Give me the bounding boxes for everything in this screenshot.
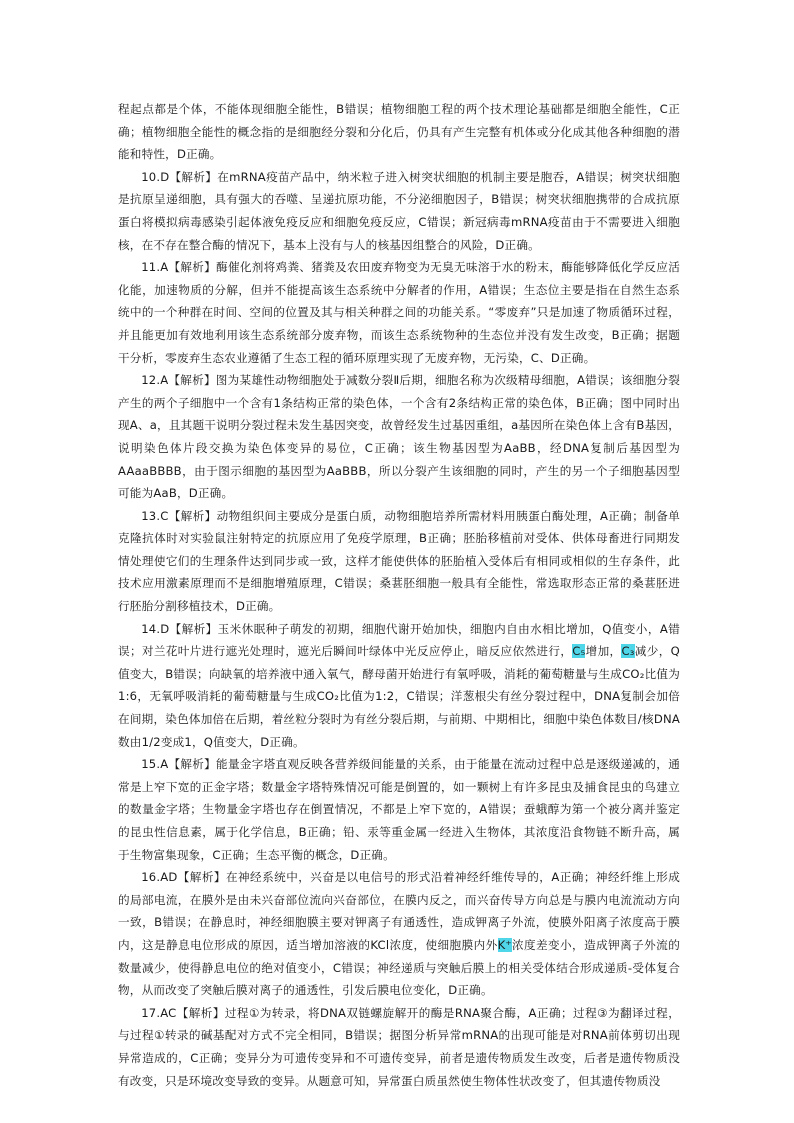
answer-16 [118, 866, 680, 1002]
answer-14-part-3: 减少，Q值变大，B错误；向缺氧的培养液中通入氧气，酵母菌开始进行有氧呼吸，消耗的葡萄糖量与生成CO₂比值为1:6，无氧呼吸消耗的葡萄糖量与生成CO₂比值为1:2，C错误；洋葱根尖有丝分裂过程中，DNA复制会加倍在间期，染色体加倍在后期，着丝粒分裂时为有丝分裂后期，与前期、中期相比，细胞中染色体数目/核DNA数由1/2变成1，Q值变大，D正确。 [118, 644, 680, 749]
answer-15: 15.A【解析】能量金字塔直观反映各营养级间能量的关系，由于能量在流动过程中总是逐级递减的，通常是上窄下宽的正金字塔；数量金字塔特殊情况可能是倒置的，如一颗树上有许多昆虫及捕食昆虫的鸟建立的数量金字塔；生物量金字塔也存在倒置情况，不都是上窄下宽的，A错误；蚕蛾醇为第一个被分离并鉴定的昆虫性信息素，属于化学信息，B正确；铅、汞等重金属一经进入生物体，其浓度沿食物链不断升高，属于生物富集现象，C正确；生态平衡的概念，D正确。 [118, 757, 680, 862]
answer-14-part-2: 增加， [585, 644, 622, 659]
highlight-k-ion: K⁺ [497, 937, 512, 952]
highlight-c5: C₅ [572, 644, 586, 659]
document-page [118, 98, 680, 1092]
answer-14-part-1: 14.D【解析】玉米休眠种子萌发的初期，细胞代谢开始加快，细胞内自由水相比增加，Q值变小，A错误；对兰花叶片进行遮光处理时，遮光后瞬间叶绿体中光反应停止，暗反应依然进行， [118, 621, 680, 659]
answer-17: 17.AC【解析】过程①为转录，将DNA双链螺旋解开的酶是RNA聚合酶，A正确；过程③为翻译过程，与过程①转录的碱基配对方式不完全相同，B错误；据图分析异常mRNA的出现可能是对RNA前体剪切出现异常造成的，C正确；变异分为可遗传变异和不可遗传变异，前者是遗传物质发生改变，后者是遗传物质没有改变，只是环境改变导致的变异。从题意可知，异常蛋白质虽然使生物体性状改变了，但其遗传物质没 [118, 1005, 680, 1088]
answer-11: 11.A【解析】酶催化剂将鸡粪、猪粪及农田废弃物变为无臭无味溶于水的粉末，酶能够降低化学反应活化能，加速物质的分解，但并不能提高该生态系统中分解者的作用，A错误；生态位主要是指在自然生态系统中的一个种群在时间、空间的位置及其与相关种群之间的功能关系。“零废弃”只是加速了物质循环过程，并且能更加有效地利用该生态系统部分废弃物，而该生态系统物种的生态位并没有发生改变，B正确；据题干分析，零废弃生态农业遵循了生态工程的循环原理实现了无废弃物，无污染，C、D正确。 [118, 260, 680, 365]
answer-16-part-1: 16.AD【解析】在神经系统中，兴奋是以电信号的形式沿着神经纤维传导的，A正确；神经纤维上形成的局部电流，在膜外是由未兴奋部位流向兴奋部位，在膜内反之，而兴奋传导方向总是与膜内电流流动方向一致，B错误；在静息时，神经细胞膜主要对钾离子有通透性，造成钾离子外流，使膜外阳离子浓度高于膜内，这是静息电位形成的原因，适当增加溶液的KCl浓度，使细胞膜内外 [118, 870, 680, 952]
highlight-c3: C₃ [621, 644, 635, 659]
answer-16-part-2: 浓度差变小，造成钾离子外流的数量减少，使得静息电位的绝对值变小，C错误；神经递质与突触后膜上的相关受体结合形成递质-受体复合物，从而改变了突触后膜对离子的通透性，引发后膜电位变化，D正确。 [118, 937, 680, 998]
answer-10: 10.D【解析】在mRNA疫苗产品中，纳米粒子进入树突状细胞的机制主要是胞吞，A错误；树突状细胞是抗原呈递细胞，具有强大的吞噬、呈递抗原功能，不分泌细胞因子，B错误；树突状细胞携带的合成抗原蛋白将模拟病毒感染引起体液免疫反应和细胞免疫反应，C错误；新冠病毒mRNA疫苗由于不需要进入细胞核，在不存在整合酶的情况下，基本上没有与人的核基因组整合的风险，D正确。 [118, 169, 680, 252]
answer-12: 12.A【解析】图为某雄性动物细胞处于减数分裂Ⅱ后期，细胞名称为次级精母细胞，A错误；该细胞分裂产生的两个子细胞中一个含有1条结构正常的染色体，一个含有2条结构正常的染色体，B正确；图中同时出现A、a，且其题干说明分裂过程未发生基因突变，故曾经发生过基因重组，a基因所在染色体上含有B基因，说明染色体片段交换为染色体变异的易位，C正确；该生物基因型为AaBB，经DNA复制后基因型为AAaaBBBB，由于图示细胞的基因型为AaBBB，所以分裂产生该细胞的同时，产生的另一个子细胞基因型可能为AaB，D正确。 [118, 373, 681, 501]
answer-13: 13.C【解析】动物组织间主要成分是蛋白质，动物细胞培养所需材料用胰蛋白酶处理，A正确；制备单克隆抗体时对实验鼠注射特定的抗原应用了免疫学原理，B正确；胚胎移植前对受体、供体母畜进行同期发情处理使它们的生理条件达到同步或一致，这样才能使供体的胚胎植入受体后有相同或相似的生存条件，此技术应用激素原理而不是细胞增殖原理，C错误；桑葚胚细胞一般具有全能性，常选取形态正常的桑葚胚进行胚胎分割移植技术，D正确。 [118, 508, 680, 614]
answer-14 [118, 618, 680, 754]
paragraph-continuation: 程起点都是个体，不能体现细胞全能性，B错误；植物细胞工程的两个技术理论基础都是细胞全能性，C正确；植物细胞全能性的概念指的是细胞经分裂和分化后，仍具有产生完整有机体或分化成其他各种细胞的潜能和特性，D正确。 [118, 102, 680, 162]
